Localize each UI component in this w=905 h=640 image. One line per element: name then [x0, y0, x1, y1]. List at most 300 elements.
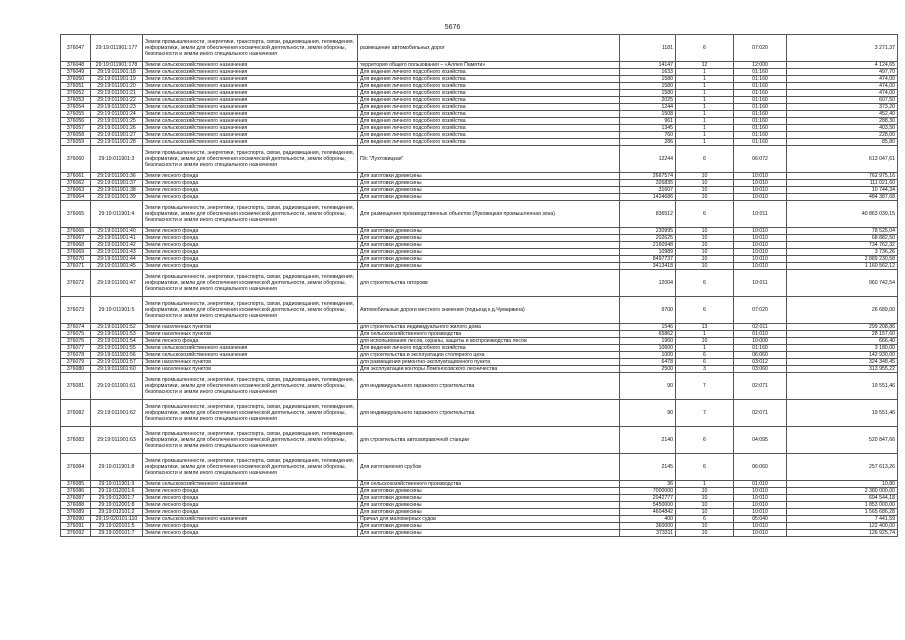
- permitted-use-cell: для строительства гаторовв: [358, 270, 620, 297]
- group-cell: 6: [676, 454, 734, 481]
- cadastral-number-cell: 29:19:011901:5: [91, 297, 143, 324]
- cadastral-value-cell: 257 613,26: [787, 454, 898, 481]
- group-cell: 6: [676, 516, 734, 523]
- use-code-cell: 01:160: [734, 90, 787, 97]
- cadastral-number-cell: 29:19:011901:38: [91, 187, 143, 194]
- permitted-use-cell: Для заготовки древесины: [358, 530, 620, 537]
- area-cell: 400: [620, 516, 676, 523]
- cadastral-number-cell: 29:19:011901:41: [91, 235, 143, 242]
- use-code-cell: 10:010: [734, 173, 787, 180]
- use-code-cell: 02:071: [734, 373, 787, 400]
- row-number-cell: 376064: [61, 194, 91, 201]
- use-code-cell: 10:000: [734, 338, 787, 345]
- table-row: [61, 481, 898, 488]
- row-number-cell: 376088: [61, 502, 91, 509]
- use-code-cell: 01:160: [734, 125, 787, 132]
- group-cell: 1: [676, 331, 734, 338]
- permitted-use-cell: Для заготовки древесины: [358, 180, 620, 187]
- table-row: [61, 139, 898, 146]
- cadastral-value-cell: 313 955,22: [787, 366, 898, 373]
- use-code-cell: 10:011: [734, 270, 787, 297]
- cadastral-number-cell: 29:19:011901:60: [91, 366, 143, 373]
- permitted-use-cell: Для ведения личного подсобного хозяйства: [358, 97, 620, 104]
- row-number-cell: 376070: [61, 256, 91, 263]
- land-category-cell: Земли населенных пунктов: [143, 359, 358, 366]
- permitted-use-cell: Для ведения личного подсобного хозяйства: [358, 118, 620, 125]
- use-code-cell: 10:010: [734, 194, 787, 201]
- row-number-cell: 376065: [61, 201, 91, 228]
- permitted-use-cell: Для изготовления срубов: [358, 454, 620, 481]
- group-cell: 10: [676, 502, 734, 509]
- cadastral-value-cell: 613 047,61: [787, 146, 898, 173]
- area-cell: 760: [620, 132, 676, 139]
- table-row: [61, 194, 898, 201]
- area-cell: 360000: [620, 523, 676, 530]
- table-row: [61, 297, 898, 324]
- cadastral-value-cell: 403,50: [787, 125, 898, 132]
- table-row: [61, 427, 898, 454]
- permitted-use-cell: Для заготовки древесины: [358, 194, 620, 201]
- table-row: [61, 76, 898, 83]
- land-category-cell: Земли промышленности, энергетики, транспорта, связи, радиовещания, телевидения, информатики, земли для обеспечения космической деятельности, земли обороны, безопасности и земли иного специального назначения: [143, 201, 358, 228]
- land-category-cell: Земли лесного фонда: [143, 187, 358, 194]
- permitted-use-cell: для размещения ремонтно-эксплуатационного пункта: [358, 359, 620, 366]
- use-code-cell: 05:040: [734, 516, 787, 523]
- use-code-cell: 10:010: [734, 256, 787, 263]
- table-row: [61, 331, 898, 338]
- cadastral-number-cell: 29:19:011901:40: [91, 228, 143, 235]
- area-cell: 10600: [620, 345, 676, 352]
- cadastral-value-cell: 3 736,26: [787, 249, 898, 256]
- permitted-use-cell: Для сельскохозяйственного производства: [358, 481, 620, 488]
- area-cell: 836512: [620, 201, 676, 228]
- page-number: 5676: [444, 24, 461, 31]
- table-row: [61, 488, 898, 495]
- table-row: [61, 111, 898, 118]
- cadastral-number-cell: 29:19:011901:27: [91, 132, 143, 139]
- group-cell: 1: [676, 111, 734, 118]
- cadastral-value-cell: 474,00: [787, 83, 898, 90]
- area-cell: 1508: [620, 111, 676, 118]
- cadastral-value-cell: 111 021,60: [787, 180, 898, 187]
- area-cell: 1580: [620, 83, 676, 90]
- group-cell: 10: [676, 338, 734, 345]
- area-cell: 1181: [620, 35, 676, 62]
- permitted-use-cell: Для ведения личного подсобного хозяйства: [358, 69, 620, 76]
- permitted-use-cell: Для ведения личного подсобного хозяйства: [358, 139, 620, 146]
- group-cell: 3: [676, 366, 734, 373]
- area-cell: 3413418: [620, 263, 676, 270]
- permitted-use-cell: Для заготовки древесины: [358, 488, 620, 495]
- row-number-cell: 376053: [61, 97, 91, 104]
- row-number-cell: 376081: [61, 373, 91, 400]
- cadastral-value-cell: 126 925,74: [787, 530, 898, 537]
- table-row: [61, 35, 898, 62]
- area-cell: 2667574: [620, 173, 676, 180]
- cadastral-number-cell: 29:19:011901:21: [91, 90, 143, 97]
- land-category-cell: Земли сельскохозяйственного назначения: [143, 111, 358, 118]
- cadastral-number-cell: 29:19:011901:19: [91, 76, 143, 83]
- table-row: [61, 400, 898, 427]
- cadastral-number-cell: 29:19:012001:8: [91, 502, 143, 509]
- cadastral-value-cell: 1 853 000,00: [787, 502, 898, 509]
- permitted-use-cell: для строительства автозаправочной станции: [358, 427, 620, 454]
- group-cell: 1: [676, 69, 734, 76]
- use-code-cell: 06:060: [734, 454, 787, 481]
- table-row: [61, 228, 898, 235]
- cadastral-number-cell: 29:19:011901:20: [91, 83, 143, 90]
- cadastral-value-cell: 78 525,04: [787, 228, 898, 235]
- cadastral-value-cell: 497,70: [787, 69, 898, 76]
- table-row: [61, 352, 898, 359]
- permitted-use-cell: Для заготовки древесины: [358, 187, 620, 194]
- area-cell: 4604842: [620, 509, 676, 516]
- cadastral-number-cell: 29:19:020101:7: [91, 530, 143, 537]
- area-cell: 286: [620, 139, 676, 146]
- row-number-cell: 376086: [61, 488, 91, 495]
- cadastral-number-cell: 29:19:011901:8: [91, 454, 143, 481]
- group-cell: 10: [676, 173, 734, 180]
- group-cell: 7: [676, 400, 734, 427]
- land-category-cell: Земли промышленности, энергетики, транспорта, связи, радиовещания, телевидения, информатики, земли для обеспечения космической деятельности, земли обороны, безопасности и земли иного специального назначения: [143, 146, 358, 173]
- row-number-cell: 376087: [61, 495, 91, 502]
- cadastral-value-cell: 142 930,00: [787, 352, 898, 359]
- table-row: [61, 509, 898, 516]
- area-cell: 7000000: [620, 488, 676, 495]
- land-category-cell: Земли сельскохозяйственного назначения: [143, 69, 358, 76]
- land-category-cell: Земли сельскохозяйственного назначения: [143, 352, 358, 359]
- area-cell: 230995: [620, 228, 676, 235]
- table-row: [61, 345, 898, 352]
- area-cell: 2500: [620, 366, 676, 373]
- use-code-cell: 03:060: [734, 366, 787, 373]
- row-number-cell: 376083: [61, 427, 91, 454]
- row-number-cell: 376084: [61, 454, 91, 481]
- area-cell: 326835: [620, 180, 676, 187]
- area-cell: 2145: [620, 454, 676, 481]
- row-number-cell: 376055: [61, 111, 91, 118]
- cadastral-number-cell: 29:19:011901:9: [91, 481, 143, 488]
- use-code-cell: 10:010: [734, 495, 787, 502]
- table-row: [61, 201, 898, 228]
- land-category-cell: Земли промышленности, энергетики, транспорта, связи, радиовещания, телевидения, информатики, земли для обеспечения космической деятельности, земли обороны, безопасности и земли иного специального назначения: [143, 454, 358, 481]
- permitted-use-cell: для использования лесов, охраны, защиты и воспроизводства лесов: [358, 338, 620, 345]
- land-category-cell: Земли лесного фонда: [143, 249, 358, 256]
- cadastral-value-cell: 960 742,54: [787, 270, 898, 297]
- row-number-cell: 376054: [61, 104, 91, 111]
- use-code-cell: 01:160: [734, 97, 787, 104]
- cadastral-value-cell: 4 124,65: [787, 62, 898, 69]
- cadastral-value-cell: 324 348,45: [787, 359, 898, 366]
- use-code-cell: 06:060: [734, 352, 787, 359]
- cadastral-number-cell: 29:19:011901:36: [91, 173, 143, 180]
- permitted-use-cell: Для заготовки древесины: [358, 228, 620, 235]
- use-code-cell: 01:160: [734, 83, 787, 90]
- cadastral-number-cell: 29:19:012101:2: [91, 509, 143, 516]
- group-cell: 1: [676, 104, 734, 111]
- group-cell: 1: [676, 132, 734, 139]
- area-cell: 2160948: [620, 242, 676, 249]
- cadastral-value-cell: 520 847,66: [787, 427, 898, 454]
- land-category-cell: Земли лесного фонда: [143, 180, 358, 187]
- table-row: [61, 454, 898, 481]
- land-category-cell: Земли сельскохозяйственного назначения: [143, 481, 358, 488]
- cadastral-value-cell: 7 441,59: [787, 516, 898, 523]
- use-code-cell: 01:160: [734, 139, 787, 146]
- land-category-cell: Земли сельскохозяйственного назначения: [143, 516, 358, 523]
- table-row: [61, 90, 898, 97]
- group-cell: 1: [676, 125, 734, 132]
- permitted-use-cell: Для заготовки древесины: [358, 502, 620, 509]
- cadastral-value-cell: 228,00: [787, 132, 898, 139]
- row-number-cell: 376071: [61, 263, 91, 270]
- table-row: [61, 270, 898, 297]
- cadastral-value-cell: 666,40: [787, 338, 898, 345]
- land-category-cell: Земли лесного фонда: [143, 194, 358, 201]
- cadastral-number-cell: 29:19:011901:24: [91, 111, 143, 118]
- area-cell: 90: [620, 400, 676, 427]
- cadastral-number-cell: 29:19:020101:5: [91, 523, 143, 530]
- group-cell: 12: [676, 62, 734, 69]
- table-row: [61, 523, 898, 530]
- cadastral-value-cell: 474,00: [787, 76, 898, 83]
- land-category-cell: Земли сельскохозяйственного назначения: [143, 90, 358, 97]
- cadastral-value-cell: 373,20: [787, 104, 898, 111]
- use-code-cell: 01:160: [734, 345, 787, 352]
- cadastral-number-cell: 29:19:011901:42: [91, 242, 143, 249]
- land-category-cell: Земли сельскохозяйственного назначения: [143, 76, 358, 83]
- cadastral-value-cell: 3 180,00: [787, 345, 898, 352]
- cadastral-number-cell: 29:19:011901:37: [91, 180, 143, 187]
- group-cell: 1: [676, 76, 734, 83]
- cadastral-value-cell: 19 551,46: [787, 373, 898, 400]
- land-category-cell: Земли лесного фонда: [143, 256, 358, 263]
- table-row: [61, 173, 898, 180]
- table-row: [61, 118, 898, 125]
- group-cell: 6: [676, 35, 734, 62]
- permitted-use-cell: Для заготовки древесины: [358, 235, 620, 242]
- permitted-use-cell: Для ведения личного подсобного хозяйства: [358, 345, 620, 352]
- permitted-use-cell: Для сельскохозяйственного производства: [358, 331, 620, 338]
- cadastral-number-cell: 29:19:011901:43: [91, 249, 143, 256]
- use-code-cell: 02:011: [734, 324, 787, 331]
- group-cell: 1: [676, 97, 734, 104]
- cadastral-number-cell: 29:19:011901:26: [91, 125, 143, 132]
- table-row: [61, 83, 898, 90]
- table-row: [61, 146, 898, 173]
- row-number-cell: 376066: [61, 228, 91, 235]
- cadastral-number-cell: 29:19:011901:28: [91, 139, 143, 146]
- permitted-use-cell: Для заготовки древесины: [358, 173, 620, 180]
- area-cell: 2140: [620, 427, 676, 454]
- use-code-cell: 12:000: [734, 62, 787, 69]
- cadastral-number-cell: 29:19:011901:18: [91, 69, 143, 76]
- cadastral-number-cell: 29:19:020101:110: [91, 516, 143, 523]
- land-category-cell: Земли лесного фонда: [143, 509, 358, 516]
- row-number-cell: 376076: [61, 338, 91, 345]
- row-number-cell: 376074: [61, 324, 91, 331]
- use-code-cell: 02:071: [734, 400, 787, 427]
- cadastral-number-cell: 29:19:011901:47: [91, 270, 143, 297]
- group-cell: 10: [676, 530, 734, 537]
- land-category-cell: Земли населенных пунктов: [143, 331, 358, 338]
- group-cell: 6: [676, 201, 734, 228]
- land-category-cell: Земли сельскохозяйственного назначения: [143, 118, 358, 125]
- permitted-use-cell: Для заготовки древесины: [358, 256, 620, 263]
- cadastral-value-cell: 122 400,00: [787, 523, 898, 530]
- use-code-cell: 10:010: [734, 235, 787, 242]
- use-code-cell: 07:020: [734, 297, 787, 324]
- cadastral-number-cell: 29:19:011901:25: [91, 118, 143, 125]
- area-cell: 202625: [620, 235, 676, 242]
- cadastral-number-cell: 29:19:011901:3: [91, 146, 143, 173]
- permitted-use-cell: Для ведения личного подсобного хозяйства: [358, 83, 620, 90]
- table-row: [61, 104, 898, 111]
- use-code-cell: 01:160: [734, 111, 787, 118]
- land-category-cell: Земли промышленности, энергетики, транспорта, связи, радиовещания, телевидения, информатики, земли для обеспечения космической деятельности, земли обороны, безопасности и земли иного специального назначения: [143, 35, 358, 62]
- row-number-cell: 376092: [61, 530, 91, 537]
- permitted-use-cell: Для размещения производственных объектов (Луковицкая промышленная зона): [358, 201, 620, 228]
- use-code-cell: 10:010: [734, 228, 787, 235]
- table-row: [61, 502, 898, 509]
- cadastral-number-cell: 29:19:011901:22: [91, 97, 143, 104]
- land-category-cell: Земли промышленности, энергетики, транспорта, связи, радиовещания, телевидения, информатики, земли для обеспечения космической деятельности, земли обороны, безопасности и земли иного специального назначения: [143, 373, 358, 400]
- group-cell: 10: [676, 488, 734, 495]
- area-cell: 31607: [620, 187, 676, 194]
- table-row: [61, 495, 898, 502]
- group-cell: 10: [676, 256, 734, 263]
- table-row: [61, 187, 898, 194]
- permitted-use-cell: Для ведения личного подсобного хозяйства: [358, 132, 620, 139]
- area-cell: 12244: [620, 146, 676, 173]
- row-number-cell: 376057: [61, 125, 91, 132]
- table-row: [61, 97, 898, 104]
- row-number-cell: 376067: [61, 235, 91, 242]
- permitted-use-cell: Для ведения личного подсобного хозяйства: [358, 76, 620, 83]
- area-cell: 90: [620, 373, 676, 400]
- permitted-use-cell: Для ведения личного подсобного хозяйства: [358, 125, 620, 132]
- cadastral-value-cell: 3 271,37: [787, 35, 898, 62]
- land-category-cell: Земли лесного фонда: [143, 523, 358, 530]
- permitted-use-cell: Для ведения личного подсобного хозяйства: [358, 104, 620, 111]
- land-category-cell: Земли населенных пунктов: [143, 366, 358, 373]
- table-row: [61, 249, 898, 256]
- table-row: [61, 338, 898, 345]
- group-cell: 10: [676, 187, 734, 194]
- use-code-cell: 07:020: [734, 35, 787, 62]
- land-category-cell: Земли промышленности, энергетики, транспорта, связи, радиовещания, телевидения, информатики, земли для обеспечения космической деятельности, земли обороны, безопасности и земли иного специального назначения: [143, 427, 358, 454]
- area-cell: 36: [620, 481, 676, 488]
- permitted-use-cell: для строительства индивидуального жилого дома: [358, 324, 620, 331]
- row-number-cell: 376090: [61, 516, 91, 523]
- permitted-use-cell: Автомобильные дороги местного значения (подъезд к д.Чумарвина): [358, 297, 620, 324]
- group-cell: 10: [676, 228, 734, 235]
- cadastral-value-cell: 734 762,32: [787, 242, 898, 249]
- use-code-cell: 10:010: [734, 502, 787, 509]
- use-code-cell: 10:011: [734, 201, 787, 228]
- group-cell: 10: [676, 180, 734, 187]
- row-number-cell: 376091: [61, 523, 91, 530]
- group-cell: 10: [676, 242, 734, 249]
- group-cell: 6: [676, 297, 734, 324]
- table-row: [61, 180, 898, 187]
- group-cell: 7: [676, 373, 734, 400]
- group-cell: 1: [676, 90, 734, 97]
- area-cell: 1960: [620, 338, 676, 345]
- row-number-cell: 376056: [61, 118, 91, 125]
- row-number-cell: 376058: [61, 132, 91, 139]
- row-number-cell: 376078: [61, 352, 91, 359]
- cadastral-number-cell: 29:19:011901:23: [91, 104, 143, 111]
- area-cell: 9700: [620, 297, 676, 324]
- land-category-cell: Земли промышленности, энергетики, транспорта, связи, радиовещания, телевидения, информатики, земли для обеспечения космической деятельности, земли обороны, безопасности и земли иного специального назначения: [143, 270, 358, 297]
- row-number-cell: 376077: [61, 345, 91, 352]
- use-code-cell: 01:160: [734, 76, 787, 83]
- table-row: [61, 69, 898, 76]
- row-number-cell: 376075: [61, 331, 91, 338]
- land-category-cell: Земли сельскохозяйственного назначения: [143, 83, 358, 90]
- cadastral-value-cell: 484 387,68: [787, 194, 898, 201]
- group-cell: 1: [676, 83, 734, 90]
- use-code-cell: 10:010: [734, 263, 787, 270]
- use-code-cell: 01:160: [734, 132, 787, 139]
- row-number-cell: 376073: [61, 297, 91, 324]
- cadastral-number-cell: 29:19:011901:57: [91, 359, 143, 366]
- permitted-use-cell: Для заготовки древесины: [358, 495, 620, 502]
- permitted-use-cell: для индивидуального гаражного строительства: [358, 373, 620, 400]
- group-cell: 1: [676, 481, 734, 488]
- cadastral-value-cell: 288,30: [787, 118, 898, 125]
- cadastral-number-cell: 29:19:011901:45: [91, 263, 143, 270]
- use-code-cell: 03:012: [734, 359, 787, 366]
- cadastral-value-cell: 694 544,18: [787, 495, 898, 502]
- table-row: [61, 359, 898, 366]
- area-cell: 1244: [620, 104, 676, 111]
- area-cell: 961: [620, 118, 676, 125]
- land-category-cell: Земли лесного фонда: [143, 263, 358, 270]
- land-category-cell: Земли лесного фонда: [143, 502, 358, 509]
- cadastral-value-cell: 68 882,50: [787, 235, 898, 242]
- row-number-cell: 376051: [61, 83, 91, 90]
- area-cell: 12004: [620, 270, 676, 297]
- cadastral-value-cell: 452,40: [787, 111, 898, 118]
- permitted-use-cell: Для заготовки древесины: [358, 263, 620, 270]
- area-cell: 1345: [620, 125, 676, 132]
- row-number-cell: 376072: [61, 270, 91, 297]
- cadastral-number-cell: 29:19:011901:44: [91, 256, 143, 263]
- permitted-use-cell: Для эксплуатации конторы Ломоносовского лесничества: [358, 366, 620, 373]
- use-code-cell: 10:010: [734, 242, 787, 249]
- permitted-use-cell: Причал для маломерных судов: [358, 516, 620, 523]
- row-number-cell: 376048: [61, 62, 91, 69]
- permitted-use-cell: Для ведения личного подсобного хозяйства: [358, 111, 620, 118]
- land-category-cell: Земли лесного фонда: [143, 235, 358, 242]
- use-code-cell: 01:010: [734, 481, 787, 488]
- use-code-cell: 10:010: [734, 523, 787, 530]
- group-cell: 6: [676, 352, 734, 359]
- land-category-cell: Земли сельскохозяйственного назначения: [143, 345, 358, 352]
- cadastral-value-cell: 10 744,34: [787, 187, 898, 194]
- row-number-cell: 376052: [61, 90, 91, 97]
- table-row: [61, 62, 898, 69]
- use-code-cell: 10:010: [734, 249, 787, 256]
- row-number-cell: 376079: [61, 359, 91, 366]
- land-category-cell: Земли сельскохозяйственного назначения: [143, 132, 358, 139]
- cadastral-number-cell: 29:19:011901:53: [91, 331, 143, 338]
- row-number-cell: 376068: [61, 242, 91, 249]
- area-cell: 1580: [620, 90, 676, 97]
- group-cell: 1: [676, 139, 734, 146]
